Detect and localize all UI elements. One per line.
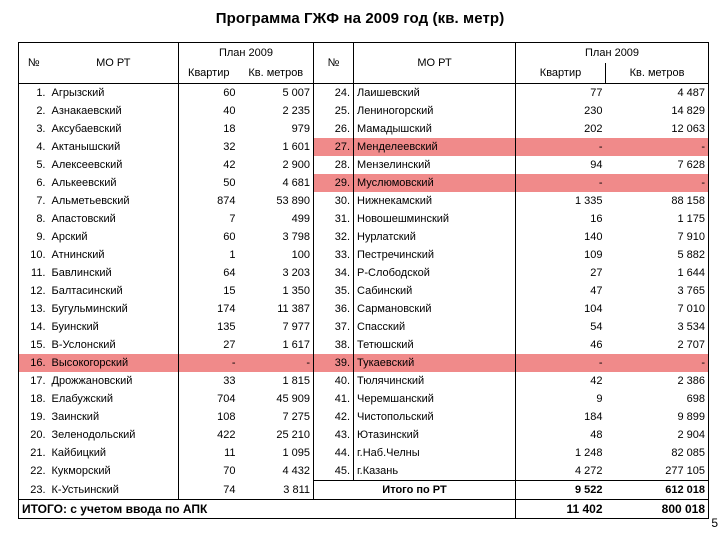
sqm-left: 45 909	[239, 390, 314, 408]
table-row	[19, 481, 709, 500]
sqm-left: 979	[239, 120, 314, 138]
row-number-right: 29.	[314, 174, 354, 192]
district-name-left: Апастовский	[49, 210, 179, 228]
table-row	[19, 246, 709, 264]
flats-left: 64	[223, 267, 236, 279]
sqm-right: 2 386	[606, 372, 709, 390]
header-flats: Квартир	[179, 63, 239, 84]
flats-right: -	[516, 138, 606, 156]
flats-left: 42	[223, 159, 236, 171]
sqm-right: 5 882	[606, 246, 709, 264]
row-number-left: 15.	[19, 336, 49, 354]
sqm-right: -	[606, 354, 709, 372]
district-name-left: Бугульминский	[49, 300, 179, 318]
sqm-right: 3 765	[606, 282, 709, 300]
row-number-right: 24.	[314, 84, 354, 103]
header-sqm-right: Кв. метров	[606, 63, 709, 84]
sqm-right: 698	[606, 390, 709, 408]
table-row	[19, 318, 709, 336]
row-number-left: 10.	[19, 246, 49, 264]
flats-right: 109	[584, 249, 603, 261]
flats-right: 1 335	[574, 195, 603, 207]
sqm-left: 1 095	[239, 444, 314, 462]
sqm-left: 2 900	[239, 156, 314, 174]
flats-left: 40	[223, 105, 236, 117]
flats-left: 27	[223, 339, 236, 351]
district-name-right: Нижнекамский	[354, 192, 516, 210]
sqm-left: 1 617	[239, 336, 314, 354]
table-row	[19, 390, 709, 408]
district-name-left: Кайбицкий	[49, 444, 179, 462]
row-number-right: 41.	[314, 390, 354, 408]
table-row	[19, 228, 709, 246]
sqm-left: 4 432	[239, 462, 314, 481]
total-spacer	[314, 500, 516, 519]
row-number-right: 44.	[314, 444, 354, 462]
row-number-left: 5.	[19, 156, 49, 174]
sqm-right: 2 904	[606, 426, 709, 444]
total-flats: 11 402	[516, 500, 606, 519]
table-row	[19, 282, 709, 300]
district-name-right: Чистопольский	[354, 408, 516, 426]
sqm-left: 1 601	[239, 138, 314, 156]
header-number-right: №	[314, 43, 354, 84]
flats-right: -	[516, 174, 606, 192]
sqm-left: 25 210	[239, 426, 314, 444]
flats-right: 202	[584, 123, 603, 135]
total-label: ИТОГО: с учетом ввода по АПК	[19, 500, 314, 519]
flats-right: 1 248	[574, 447, 603, 459]
header-mo-right: МО РТ	[354, 43, 516, 84]
row-number-right: 25.	[314, 102, 354, 120]
row-number-left: 14.	[19, 318, 49, 336]
sqm-left: 2 235	[239, 102, 314, 120]
flats-right: 16	[590, 213, 603, 225]
sqm-right: 277 105	[606, 462, 709, 481]
flats-right: 230	[584, 105, 603, 117]
flats-left: 60	[223, 231, 236, 243]
total-row	[19, 500, 709, 519]
sqm-right: 88 158	[606, 192, 709, 210]
row-number-left: 18.	[19, 390, 49, 408]
table-row	[19, 372, 709, 390]
table-row	[19, 444, 709, 462]
row-number-right: 36.	[314, 300, 354, 318]
table-row	[19, 156, 709, 174]
district-name-right: Мамадышский	[354, 120, 516, 138]
header-plan-right: План 2009	[516, 43, 709, 64]
sqm-right: 7 910	[606, 228, 709, 246]
row-number-right: 27.	[314, 138, 354, 156]
flats-right: 42	[590, 375, 603, 387]
district-name-left: Агрызский	[49, 84, 179, 103]
sqm-left: 5 007	[239, 84, 314, 103]
table-row	[19, 192, 709, 210]
district-name-left: К-Устьинский	[49, 481, 179, 500]
row-number-left: 21.	[19, 444, 49, 462]
sqm-right: 1 644	[606, 264, 709, 282]
row-number-right: 42.	[314, 408, 354, 426]
row-number-right: 32.	[314, 228, 354, 246]
row-number-left: 1.	[19, 84, 49, 103]
row-number-left: 3.	[19, 120, 49, 138]
sqm-right: 7 010	[606, 300, 709, 318]
flats-left: 33	[223, 375, 236, 387]
table-row	[19, 354, 709, 372]
row-number-right: 33.	[314, 246, 354, 264]
row-number-left: 11.	[19, 264, 49, 282]
row-number-right: 38.	[314, 336, 354, 354]
sqm-right: -	[606, 138, 709, 156]
district-name-left: Арский	[49, 228, 179, 246]
flats-right: 9	[596, 393, 603, 405]
row-number-right: 35.	[314, 282, 354, 300]
flats-right: 54	[590, 321, 603, 333]
district-name-right: Тетюшский	[354, 336, 516, 354]
sqm-right: 12 063	[606, 120, 709, 138]
row-number-left: 17.	[19, 372, 49, 390]
table-row	[19, 462, 709, 481]
row-number-left: 22.	[19, 462, 49, 481]
sqm-left: 3 811	[239, 481, 314, 500]
row-number-left: 12.	[19, 282, 49, 300]
table-row	[19, 210, 709, 228]
row-number-right: 43.	[314, 426, 354, 444]
flats-right: 47	[590, 285, 603, 297]
district-name-left: Азнакаевский	[49, 102, 179, 120]
district-name-right: Новошешминский	[354, 210, 516, 228]
sqm-right: -	[606, 174, 709, 192]
district-name-right: г.Наб.Челны	[354, 444, 516, 462]
page-title: Программа ГЖФ на 2009 год (кв. метр)	[215, 10, 505, 27]
flats-left: 1	[229, 249, 236, 261]
sqm-right: 7 628	[606, 156, 709, 174]
flats-left: 135	[217, 321, 236, 333]
row-number-left: 19.	[19, 408, 49, 426]
table-row	[19, 336, 709, 354]
table-row	[19, 264, 709, 282]
district-name-right: Мензелинский	[354, 156, 516, 174]
sqm-left: 3 798	[239, 228, 314, 246]
sqm-right: 3 534	[606, 318, 709, 336]
district-name-left: Буинский	[49, 318, 179, 336]
header-plan: План 2009	[179, 43, 314, 64]
flats-right: 46	[590, 339, 603, 351]
row-number-left: 13.	[19, 300, 49, 318]
flats-left: 60	[223, 87, 236, 99]
row-number-right: 30.	[314, 192, 354, 210]
sqm-left: 7 977	[239, 318, 314, 336]
district-name-left: Алькеевский	[49, 174, 179, 192]
district-name-right: Спасский	[354, 318, 516, 336]
sqm-right: 14 829	[606, 102, 709, 120]
header-sqm: Кв. метров	[239, 63, 314, 84]
district-name-left: Зеленодольский	[49, 426, 179, 444]
sqm-left: 1 350	[239, 282, 314, 300]
header-number: №	[19, 43, 49, 84]
district-name-right: Ютазинский	[354, 426, 516, 444]
row-number-left: 20.	[19, 426, 49, 444]
row-number-left: 2.	[19, 102, 49, 120]
flats-left: 32	[223, 141, 236, 153]
flats-left: -	[179, 354, 239, 372]
district-name-right: Лениногорский	[354, 102, 516, 120]
row-number-left: 23.	[19, 481, 49, 500]
district-name-left: Балтасинский	[49, 282, 179, 300]
subtotal-flats: 9 522	[516, 481, 606, 500]
table-row	[19, 174, 709, 192]
district-name-right: г.Казань	[354, 462, 516, 481]
sqm-right: 1 175	[606, 210, 709, 228]
flats-right: 4 272	[574, 465, 603, 477]
subtotal-sqm: 612 018	[606, 481, 709, 500]
flats-left: 15	[223, 285, 236, 297]
row-number-left: 6.	[19, 174, 49, 192]
district-name-left: Актанышский	[49, 138, 179, 156]
row-number-left: 16.	[19, 354, 49, 372]
sqm-left: 499	[239, 210, 314, 228]
row-number-right: 31.	[314, 210, 354, 228]
flats-left: 74	[223, 483, 236, 496]
flats-left: 422	[217, 429, 236, 441]
flats-right: 77	[590, 87, 603, 99]
district-name-left: Атнинский	[49, 246, 179, 264]
district-name-left: Алексеевский	[49, 156, 179, 174]
sqm-left: 11 387	[239, 300, 314, 318]
district-name-left: Елабужский	[49, 390, 179, 408]
table-row	[19, 84, 709, 103]
district-name-left: Высокогорский	[49, 354, 179, 372]
flats-left: 174	[217, 303, 236, 315]
row-number-right: 28.	[314, 156, 354, 174]
table-row	[19, 120, 709, 138]
district-name-left: Кукморский	[49, 462, 179, 481]
sqm-left: 100	[239, 246, 314, 264]
row-number-right: 26.	[314, 120, 354, 138]
district-name-right: Сабинский	[354, 282, 516, 300]
row-number-right: 40.	[314, 372, 354, 390]
sqm-right: 4 487	[606, 84, 709, 103]
flats-left: 7	[229, 213, 236, 225]
flats-right: 94	[590, 159, 603, 171]
district-name-left: Заинский	[49, 408, 179, 426]
district-name-left: В-Услонский	[49, 336, 179, 354]
district-name-left: Альметьевский	[49, 192, 179, 210]
housing-program-table	[18, 42, 709, 519]
district-name-right: Тюлячинский	[354, 372, 516, 390]
flats-right: 140	[584, 231, 603, 243]
district-name-right: Лаишевский	[354, 84, 516, 103]
table-row	[19, 300, 709, 318]
sqm-left: 4 681	[239, 174, 314, 192]
total-sqm: 800 018	[606, 500, 709, 519]
page-number: 5	[711, 516, 718, 530]
sqm-right: 2 707	[606, 336, 709, 354]
sqm-right: 9 899	[606, 408, 709, 426]
row-number-right: 45.	[314, 462, 354, 481]
district-name-left: Аксубаевский	[49, 120, 179, 138]
row-number-right: 37.	[314, 318, 354, 336]
flats-left: 704	[217, 393, 236, 405]
flats-left: 50	[223, 177, 236, 189]
district-name-right: Пестречинский	[354, 246, 516, 264]
table-row	[19, 408, 709, 426]
sqm-left: 1 815	[239, 372, 314, 390]
flats-right: -	[516, 354, 606, 372]
sqm-left: 7 275	[239, 408, 314, 426]
table-row	[19, 138, 709, 156]
flats-left: 874	[217, 195, 236, 207]
table-row	[19, 426, 709, 444]
row-number-left: 9.	[19, 228, 49, 246]
subtotal-label: Итого по РТ	[314, 481, 516, 500]
header-flats-right: Квартир	[516, 63, 606, 84]
sqm-left: 3 203	[239, 264, 314, 282]
flats-left: 18	[223, 123, 236, 135]
district-name-right: Тукаевский	[354, 354, 516, 372]
flats-left: 11	[224, 447, 236, 459]
district-name-right: Менделеевский	[354, 138, 516, 156]
header-mo: МО РТ	[49, 43, 179, 84]
district-name-right: Муслюмовский	[354, 174, 516, 192]
sqm-right: 82 085	[606, 444, 709, 462]
row-number-left: 4.	[19, 138, 49, 156]
sqm-left: -	[239, 354, 314, 372]
district-name-right: Сармановский	[354, 300, 516, 318]
district-name-right: Р-Слободской	[354, 264, 516, 282]
district-name-right: Нурлатский	[354, 228, 516, 246]
row-number-right: 39.	[314, 354, 354, 372]
district-name-right: Черемшанский	[354, 390, 516, 408]
flats-right: 184	[584, 411, 603, 423]
district-name-left: Дрожжановский	[49, 372, 179, 390]
row-number-left: 7.	[19, 192, 49, 210]
sqm-left: 53 890	[239, 192, 314, 210]
flats-right: 48	[590, 429, 603, 441]
flats-left: 70	[223, 465, 236, 478]
table-body	[19, 84, 709, 500]
district-name-left: Бавлинский	[49, 264, 179, 282]
row-number-left: 8.	[19, 210, 49, 228]
row-number-right: 34.	[314, 264, 354, 282]
table-row	[19, 102, 709, 120]
flats-right: 27	[590, 267, 603, 279]
flats-right: 104	[584, 303, 603, 315]
flats-left: 108	[217, 411, 236, 423]
